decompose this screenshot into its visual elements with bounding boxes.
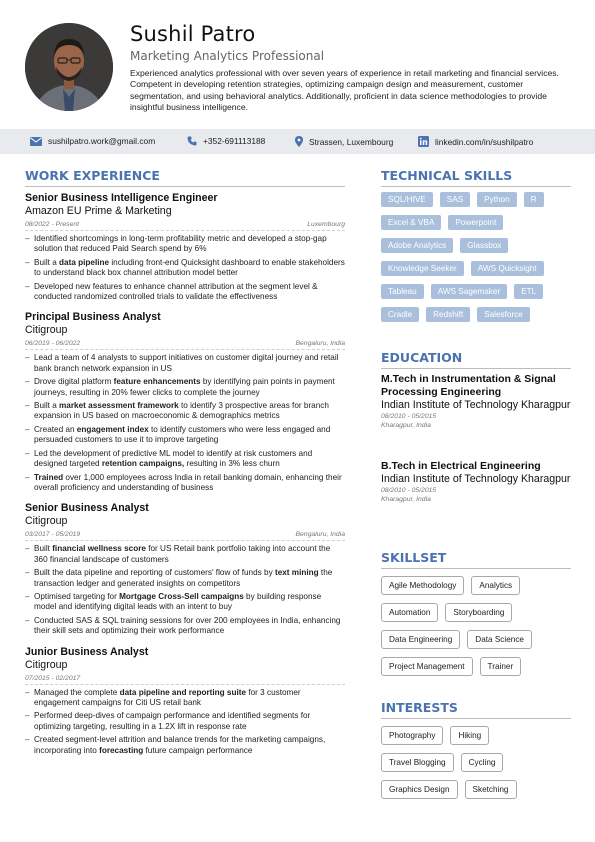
job-location: Bengaluru, India [295, 340, 345, 348]
skill-tag: SAS [440, 192, 470, 207]
job-entry [25, 645, 345, 756]
email-text: sushilpatro.work@gmail.com [48, 136, 156, 146]
achievement-item: – Built a data pipeline including front-end Quicksight dashboard to enable stakeholders to understand black box channel attribution model better [25, 258, 345, 279]
skill-tag: Adobe Analytics [381, 238, 453, 253]
job-dates: 08/2022 - Present [25, 221, 80, 228]
skill-tag: SQL/HIVE [381, 192, 433, 207]
achievement-list [25, 234, 345, 302]
interest-tag: Sketching [465, 780, 517, 799]
job-meta [25, 337, 345, 350]
interest-tag: Graphics Design [381, 780, 458, 799]
skill-tag: Powerpoint [448, 215, 503, 230]
contact-bar [0, 129, 595, 154]
achievement-list [25, 544, 345, 636]
skill-tag: AWS Sagemaker [431, 284, 508, 299]
education-entry [381, 373, 581, 430]
skillset-tag: Project Management [381, 657, 473, 676]
skill-tag: Glassbox [460, 238, 508, 253]
education-heading: EDUCATION [381, 350, 463, 365]
achievement-item: – Trained over 1,000 employees across India in retail banking domain, enhancing their overall proficiency and understanding of business [25, 473, 345, 494]
skillset-tag: Data Science [467, 630, 532, 649]
candidate-headline: Marketing Analytics Professional [130, 49, 325, 63]
job-meta [25, 218, 345, 231]
job-location: Luxembourg [307, 221, 345, 228]
achievement-item: – Led the development of predictive ML model to identify at risk customers and designed targeted retention campaigns, resulting in 3% less churn [25, 449, 345, 470]
achievement-item: – Conducted SAS & SQL training sessions for over 200 employees in India, enhancing their skill sets and optimizing their work performance [25, 616, 345, 637]
achievement-item: – Identified shortcomings in long-term profitability metric and developed a stop-gap solution that reduced Paid Search spend by 6% [25, 234, 345, 255]
phone-icon [187, 136, 197, 146]
job-company: Amazon EU Prime & Marketing [25, 205, 172, 217]
achievement-list [25, 353, 345, 493]
linkedin-text: linkedin.com/in/sushilpatro [435, 136, 534, 147]
achievement-item: – Optimised targeting for Mortgage Cross-Sell campaigns by building response model and identifying digital leads with an intent to buy [25, 592, 345, 613]
education-dates: 08/2010 - 05/2015 [381, 487, 437, 494]
skillset-tag: Automation [381, 603, 438, 622]
job-dates: 06/2019 - 06/2022 [25, 340, 81, 348]
interests-list [381, 726, 531, 807]
education-dates: 08/2010 - 05/2015 [381, 413, 437, 420]
skill-tag: Knowledge Seeker [381, 261, 464, 276]
contact-location [295, 136, 393, 147]
skill-tag: Redshift [426, 307, 470, 322]
achievement-item: – Built financial wellness score for US Retail bank portfolio taking into account the 360 financial landscape of customers [25, 544, 345, 565]
summary-text: Experienced analytics professional with over seven years of experience in retail marketing and financial services. Competent in developing retention strategies, optimizing campaign design and measurement, customer segmentation, and using behavioral analytics. Additionally, proficient in data science methodologies to provide insightful business intelligence. [130, 68, 559, 113]
achievement-item: – Built the data pipeline and reporting of customers' flow of funds by text mining the transaction ledger and generated insights on competitors [25, 568, 345, 589]
achievement-item: – Drove digital platform feature enhancements by identifying pain points in payment journeys, resulting in 20% fewer clicks to complete the journey [25, 377, 345, 398]
achievement-item: – Lead a team of 4 analysts to support initiatives on customer digital journey and retail bank branch network expansion in US [25, 353, 345, 374]
work-experience-heading: WORK EXPERIENCE [25, 168, 160, 183]
job-dates: 07/2015 - 02/2017 [25, 674, 81, 682]
degree: M.Tech in Instrumentation & Signal Processing Engineering [381, 373, 556, 398]
interest-tag: Hiking [450, 726, 489, 745]
interest-tag: Cycling [461, 753, 504, 772]
contact-email[interactable] [30, 136, 155, 146]
job-company: Citigroup [25, 658, 68, 671]
skillset-list [381, 576, 566, 684]
skillset-heading: SKILLSET [381, 550, 447, 565]
job-title: Junior Business Analyst [25, 645, 149, 658]
skill-tag: Python [477, 192, 517, 207]
job-title: Senior Business Analyst [25, 502, 149, 515]
section-divider [381, 718, 571, 719]
skillset-tag: Analytics [471, 576, 520, 595]
job-company: Citigroup [25, 515, 68, 528]
skill-tag: Salesforce [477, 307, 530, 322]
phone-text: +352-691113188 [203, 136, 266, 146]
achievement-item: – Developed new features to enhance channel attribution at the segment level & conducted randomized controlled trials to validate the effectiveness [25, 282, 345, 303]
section-divider [381, 568, 571, 569]
achievement-item: – Created segment-level attrition and balance trends for the marketing campaigns, incorporating into forecasting future campaign performance [25, 735, 345, 756]
job-title: Principal Business Analyst [25, 311, 161, 324]
interest-tag: Photography [381, 726, 443, 745]
linkedin-icon [418, 136, 429, 147]
achievement-item: – Built a market assessment framework to identify 3 prospective areas for branch expansion in US based on macroeconomic & demographics metrics [25, 401, 345, 422]
education-location: Kharagpur, India [381, 496, 431, 503]
school: Indian Institute of Technology Kharagpur [381, 399, 571, 411]
candidate-name: Sushil Patro [130, 22, 256, 46]
job-dates: 03/2017 - 05/2019 [25, 531, 81, 539]
job-entry [25, 501, 345, 636]
job-company: Citigroup [25, 324, 68, 337]
degree: B.Tech in Electrical Engineering [381, 460, 541, 472]
skillset-tag: Agile Methodology [381, 576, 464, 595]
section-divider [25, 186, 345, 187]
education-location: Kharagpur, India [381, 422, 431, 429]
skill-tag: AWS Quicksight [471, 261, 544, 276]
job-title: Senior Business Intelligence Engineer [25, 192, 218, 204]
job-meta [25, 528, 345, 541]
job-entry [25, 310, 345, 493]
skill-tag: Excel & VBA [381, 215, 441, 230]
skillset-tag: Data Engineering [381, 630, 460, 649]
achievement-list [25, 688, 345, 756]
job-meta [25, 672, 345, 685]
education-entry [381, 460, 581, 504]
achievement-item: – Managed the complete data pipeline and reporting suite for 3 customer engagement campaigns for Citi US retail bank [25, 688, 345, 709]
skill-tag: R [524, 192, 544, 207]
job-entry [25, 191, 345, 302]
contact-phone[interactable] [187, 136, 265, 146]
skillset-tag: Trainer [480, 657, 522, 676]
contact-linkedin[interactable] [418, 136, 533, 147]
skillset-tag: Storyboarding [445, 603, 512, 622]
school: Indian Institute of Technology Kharagpur [381, 473, 571, 485]
interest-tag: Travel Blogging [381, 753, 454, 772]
technical-skills-list [381, 192, 576, 330]
interests-heading: INTERESTS [381, 700, 458, 715]
envelope-icon [30, 137, 42, 146]
skill-tag: Tableau [381, 284, 424, 299]
map-pin-icon [295, 136, 303, 147]
location-text: Strassen, Luxembourg [309, 136, 394, 147]
section-divider [381, 186, 571, 187]
job-location: Bengaluru, India [295, 531, 345, 539]
section-divider [381, 368, 571, 369]
achievement-item: – Created an engagement index to identify customers who were less engaged and persuaded customers to use it to improve targeting [25, 425, 345, 446]
experience-list [25, 191, 345, 764]
achievement-item: – Performed deep-dives of campaign performance and identified segments for optimizing targeting, resulting in a 1.2X lift in response rate [25, 711, 345, 732]
skill-tag: Cradle [381, 307, 419, 322]
skill-tag: ETL [514, 284, 543, 299]
profile-photo [25, 23, 113, 111]
technical-skills-heading: TECHNICAL SKILLS [381, 168, 513, 183]
